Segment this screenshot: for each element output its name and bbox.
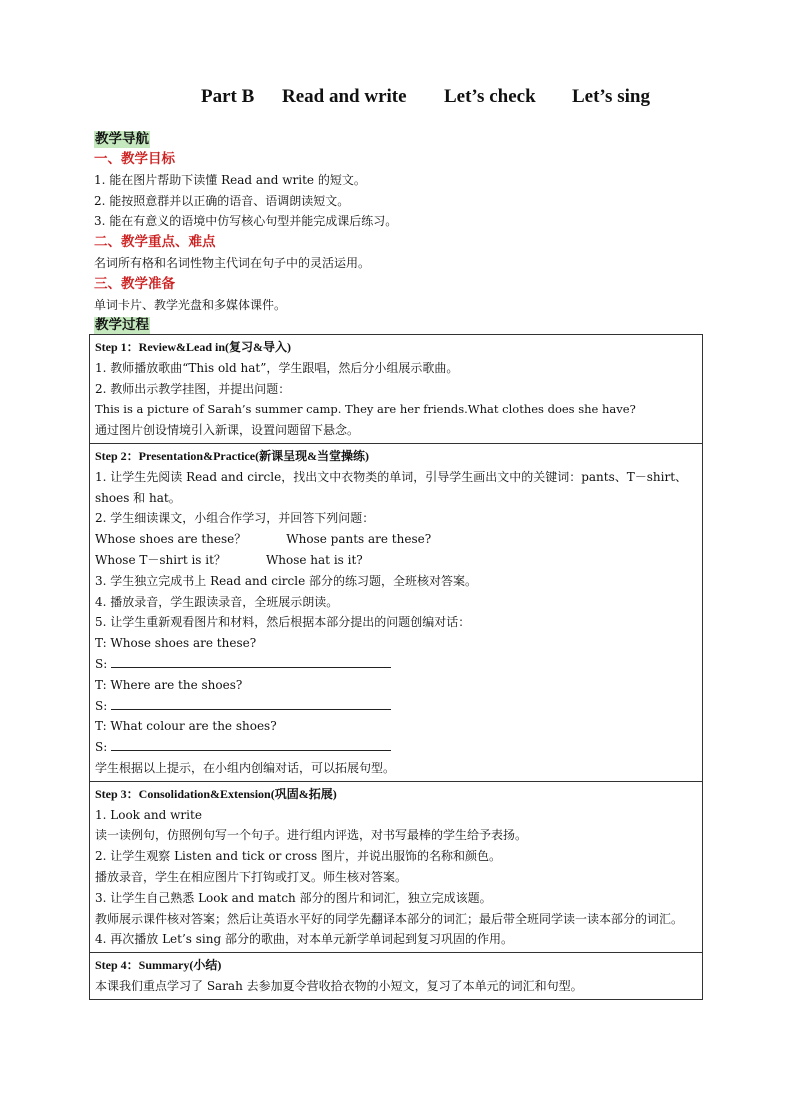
step-3-line: 播放录音，学生在相应图片下打钩或打叉。师生核对答案。 xyxy=(95,869,408,884)
goal-line: 1. 能在图片帮助下读懂 Read and write 的短文。 xyxy=(94,173,366,187)
question-row xyxy=(95,550,697,571)
dialog-teacher-line: T: What colour are the shoes? xyxy=(95,719,277,734)
step-4-row xyxy=(90,953,703,1000)
step-3-line: 读一读例句，仿照例句写一个句子。进行组内评选，对书写最棒的学生给予表扬。 xyxy=(95,828,528,843)
dialog-student-line: S: xyxy=(95,737,697,758)
step-2-cell xyxy=(90,443,703,781)
dialog-student-line: S: xyxy=(95,654,697,675)
step-1-row xyxy=(90,335,703,444)
step-3-line: 1. Look and write xyxy=(95,807,202,822)
step-3-line: 2. 让学生观察 Listen and tick or cross 图片，并说出服饰的名称和颜色。 xyxy=(95,849,501,864)
key-points-text: 名词所有格和名词性物主代词在句子中的灵活运用。 xyxy=(94,256,371,270)
question: Whose pants are these? xyxy=(286,532,432,547)
teaching-nav-tag: 教学导航 xyxy=(95,131,149,147)
title-read-write: Read and write xyxy=(282,86,407,107)
step-1-line: 通过图片创设情境引入新课，设置问题留下悬念。 xyxy=(95,423,360,438)
dialog-student-line: S: xyxy=(95,696,697,717)
step-2-line: 学生根据以上提示，在小组内创编对话，可以拓展句型。 xyxy=(95,760,396,775)
question: Whose T－shirt is it？ xyxy=(95,552,226,567)
preparation-text: 单词卡片、教学光盘和多媒体课件。 xyxy=(94,298,287,312)
step-2-heading: Step 2：Presentation&Practice(新课呈现&当堂操练) xyxy=(95,448,370,463)
key-points-heading: 二、教学重点、难点 xyxy=(94,234,216,250)
answer-blank xyxy=(111,654,391,668)
question: Whose hat is it? xyxy=(265,552,363,567)
goal-line: 3. 能在有意义的语境中仿写核心句型并能完成课后练习。 xyxy=(94,214,398,228)
step-2-line: 1. 让学生先阅读 Read and circle，找出文中衣物类的单词，引导学生画出文中的关键词：pants、T－shirt、 shoes 和 hat。 xyxy=(95,469,688,505)
title-lets-check: Let’s check xyxy=(444,86,536,107)
step-2-row xyxy=(90,443,703,781)
dialog-teacher-line: T: Whose shoes are these? xyxy=(95,636,257,651)
step-3-row xyxy=(90,781,703,952)
step-2-line: 3. 学生独立完成书上 Read and circle 部分的练习题，全班核对答案。 xyxy=(95,573,478,588)
answer-blank xyxy=(111,737,391,751)
step-4-heading: Step 4：Summary(小结) xyxy=(95,958,222,973)
step-4-line: 本课我们重点学习了 Sarah 去参加夏令营收拾衣物的小短文，复习了本单元的词汇和句型。 xyxy=(95,978,583,993)
step-3-cell xyxy=(90,781,703,952)
preparation-heading: 三、教学准备 xyxy=(94,276,175,292)
question: Whose shoes are these？ xyxy=(95,532,247,547)
answer-blank xyxy=(111,696,391,710)
step-2-line: 5. 让学生重新观看图片和材料，然后根据本部分提出的问题创编对话： xyxy=(95,615,471,630)
dialog-teacher-line: T: Where are the shoes? xyxy=(95,677,243,692)
step-1-cell xyxy=(90,335,703,444)
step-3-line: 教师展示课件核对答案；然后让英语水平好的同学先翻译本部分的词汇；最后带全班同学读一读本部分的词汇。 xyxy=(95,911,684,926)
teaching-process-tag: 教学过程 xyxy=(95,317,149,333)
step-1-line: 1. 教师播放歌曲“This old hat”，学生跟唱，然后分小组展示歌曲。 xyxy=(95,360,459,375)
step-2-line: 4. 播放录音，学生跟读录音，全班展示朗读。 xyxy=(95,594,339,609)
step-3-heading: Step 3：Consolidation&Extension(巩固&拓展) xyxy=(95,786,337,801)
step-3-line: 4. 再次播放 Let’s sing 部分的歌曲，对本单元新学单词起到复习巩固的作用。 xyxy=(95,932,513,947)
step-3-line: 3. 让学生自己熟悉 Look and match 部分的图片和词汇，独立完成该题。 xyxy=(95,890,492,905)
question-row xyxy=(95,529,697,550)
process-table xyxy=(89,334,703,1000)
title-part: Part B xyxy=(201,86,255,107)
step-1-heading: Step 1：Review&Lead in(复习&导入) xyxy=(95,340,291,354)
step-1-line: 2. 教师出示教学挂图，并提出问题： xyxy=(95,381,291,396)
step-1-line: This is a picture of Sarah’s summer camp. They are her friends.What clothes does she have? xyxy=(95,402,636,417)
step-2-line: 2. 学生细读课文，小组合作学习，并回答下列问题： xyxy=(95,511,375,526)
step-4-cell xyxy=(90,953,703,1000)
goals-heading: 一、教学目标 xyxy=(94,151,175,167)
title-lets-sing: Let’s sing xyxy=(572,86,650,107)
goal-line: 2. 能按照意群并以正确的语音、语调朗读短文。 xyxy=(94,194,350,208)
